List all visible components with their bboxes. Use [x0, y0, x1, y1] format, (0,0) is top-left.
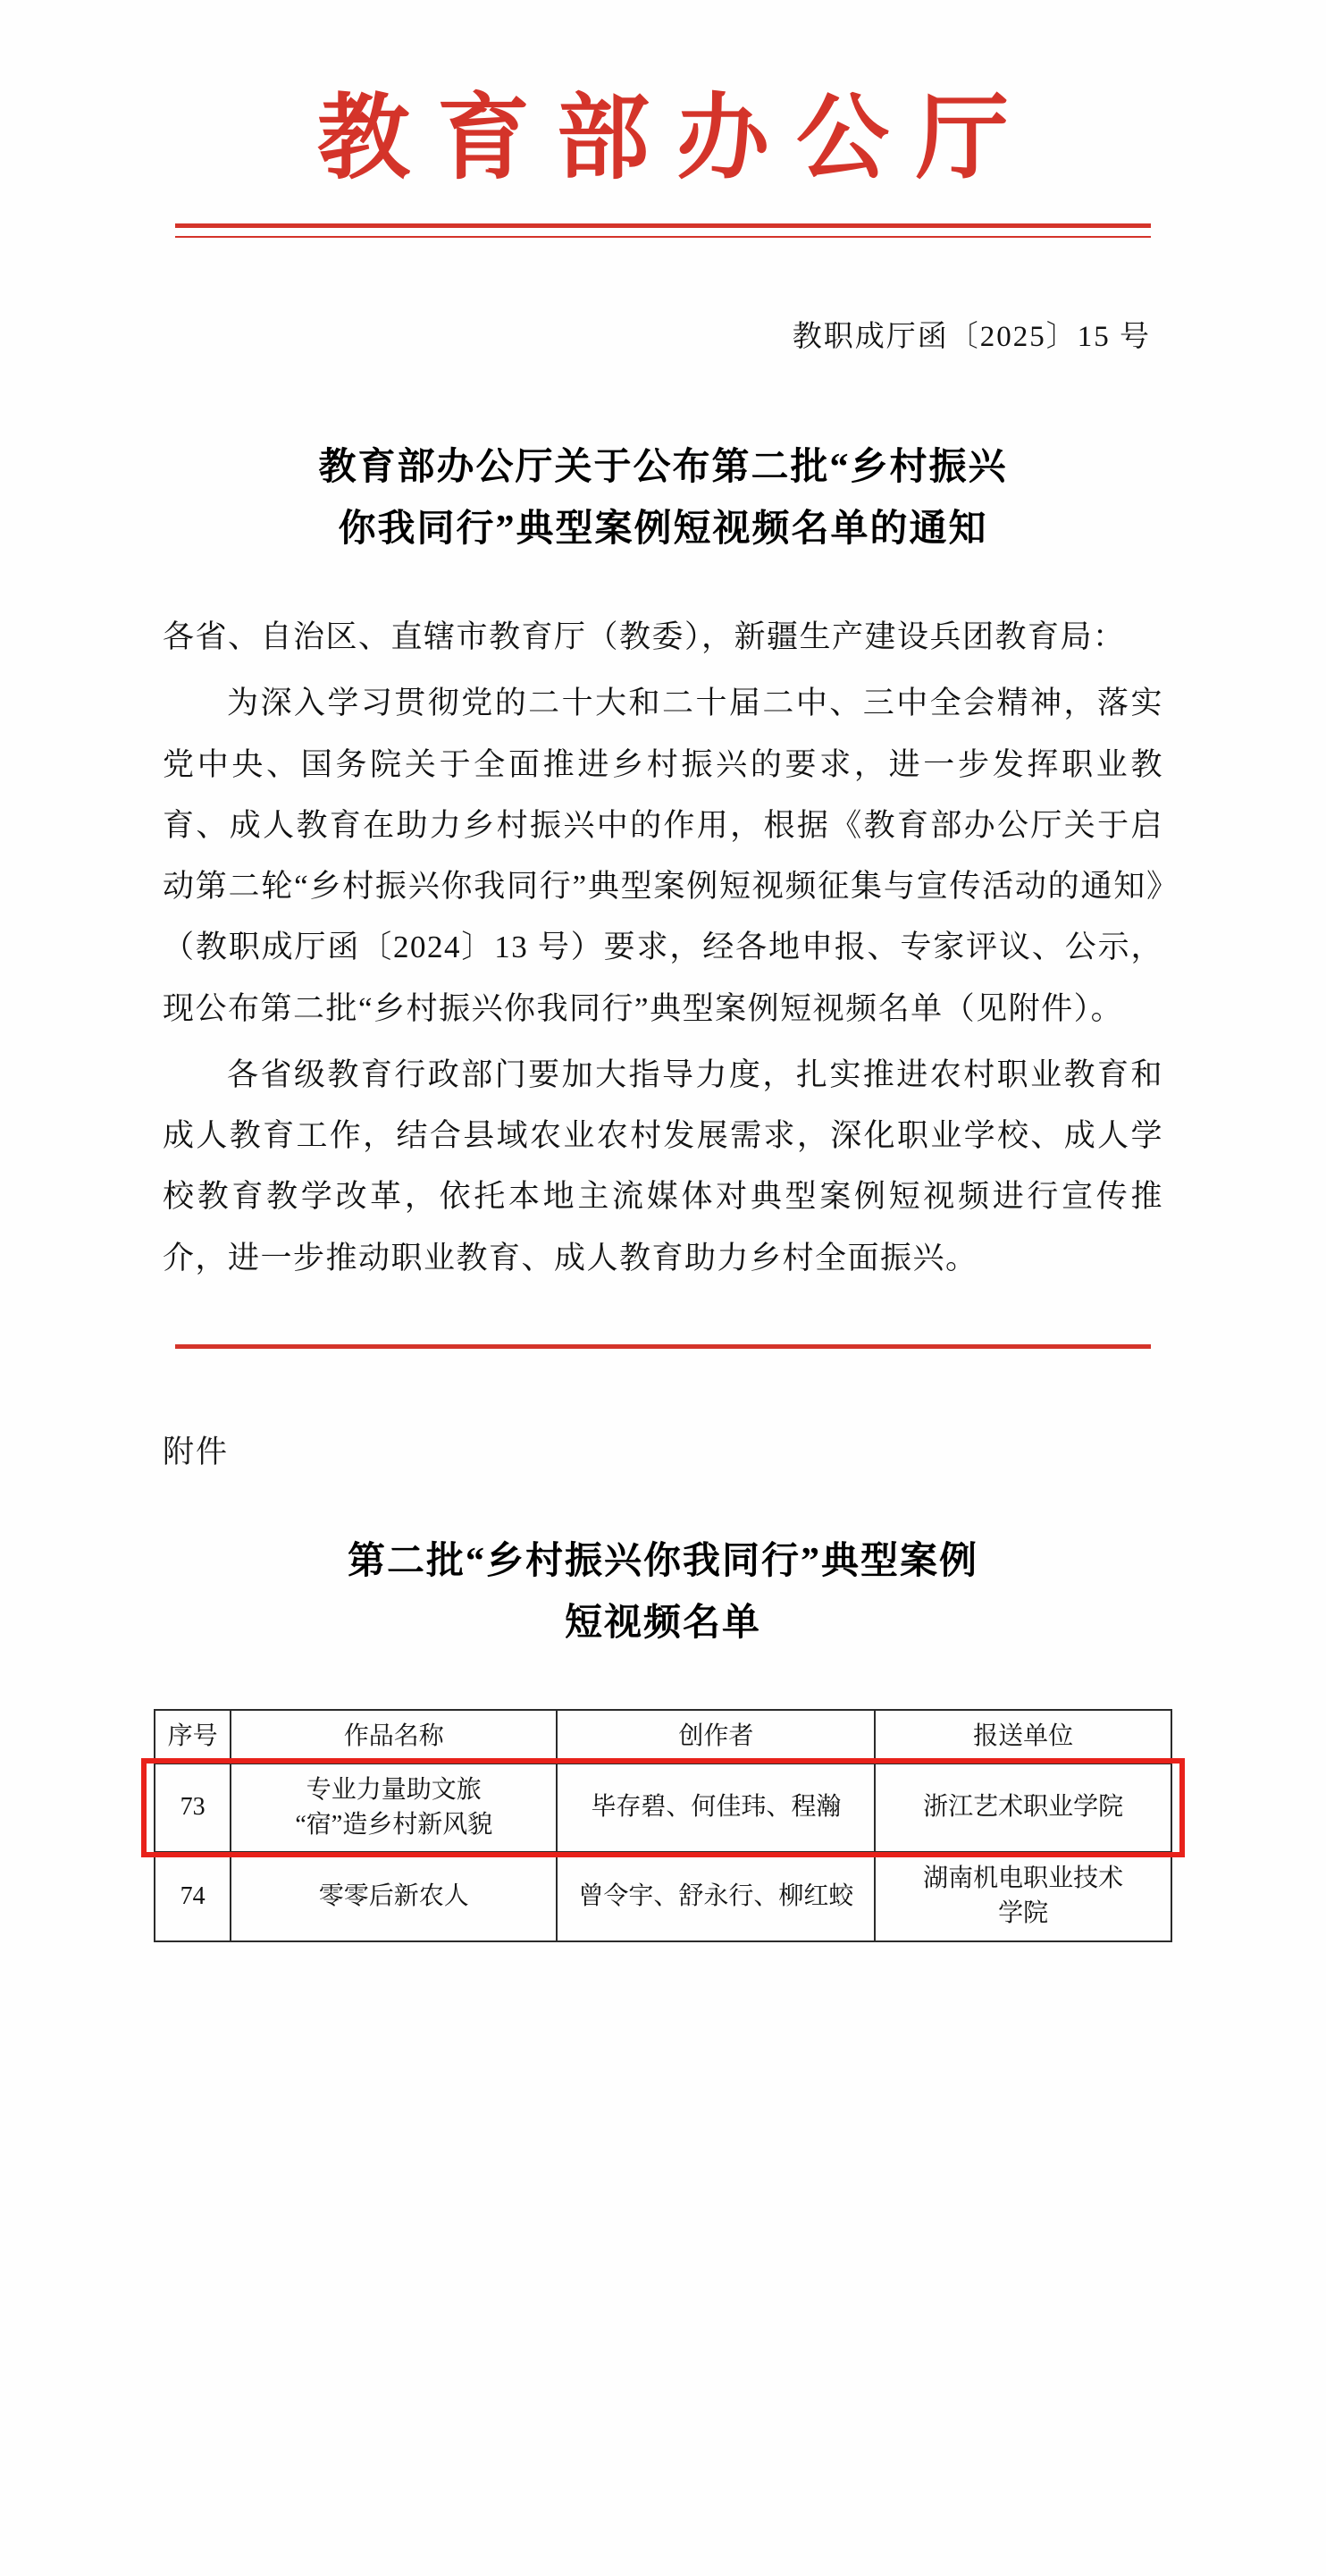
table-header-work: 作品名称	[231, 1710, 557, 1764]
document-title	[172, 437, 1154, 561]
table-cell-work-line-2: “宿”造乡村新风貌	[295, 1810, 493, 1839]
body-bottom-rule	[175, 1344, 1151, 1349]
masthead-rules	[0, 223, 1326, 238]
attachment-table	[154, 1709, 1172, 1942]
table-cell-creator: 毕存碧、何佳玮、程瀚	[557, 1764, 875, 1852]
document-number: 教职成厅函〔2025〕15 号	[792, 320, 1151, 353]
table-cell-unit	[875, 1764, 1171, 1852]
table-cell-work: 零零后新农人	[231, 1852, 557, 1940]
table-cell-no: 74	[155, 1852, 231, 1940]
body-paragraph-2: 各省级教育行政部门要加大指导力度，扎实推进农村职业教育和成人教育工作，结合县域农业农村发展需求，深化职业学校、成人学校教育教学改革，依托本地主流媒体对典型案例短视频进行宣传推介，进一步推动职业教育、成人教育助力乡村全面振兴。	[163, 1056, 1163, 1275]
table-header-unit: 报送单位	[875, 1710, 1171, 1764]
salutation: 各省、自治区、直辖市教育厅（教委），新疆生产建设兵团教育局：	[163, 619, 1126, 655]
table-row	[155, 1852, 1171, 1940]
table-row	[155, 1764, 1171, 1852]
document-body	[163, 607, 1163, 1289]
masthead-rule-thick	[175, 223, 1151, 228]
table-header	[155, 1710, 1171, 1764]
table-header-creator: 创作者	[557, 1710, 875, 1764]
table-header-no: 序号	[155, 1710, 231, 1764]
document-title-line-1: 教育部办公厅关于公布第二批“乡村振兴	[318, 446, 1008, 488]
table-cell-work-line-1: 专业力量助文旅	[306, 1776, 482, 1805]
table-cell-unit-line-1: 湖南机电职业技术	[923, 1865, 1124, 1893]
attachment-title-line-2: 短视频名单	[564, 1603, 761, 1645]
body-paragraph-1: 为深入学习贯彻党的二十大和二十届二中、三中全会精神，落实党中央、国务院关于全面推进乡村振兴的要求，进一步发挥职业教育、成人教育在助力乡村振兴中的作用，根据《教育部办公厅关于启动第二轮“乡村振兴你我同行”典型案例短视频征集与宣传活动的通知》（教职成厅函〔2024〕13 号）要求，经各地申报、专家评议、公示，现公布第二批“乡村振兴你我同行”典型案例短视频名单（见附件）。	[163, 686, 1163, 1026]
table-header-row	[155, 1710, 1171, 1764]
table-cell-unit-line-2: 学院	[998, 1899, 1049, 1928]
masthead-organization-title: 教育部办公厅	[316, 88, 1036, 190]
attachment-title	[172, 1531, 1154, 1655]
masthead	[0, 0, 1326, 238]
attachment-label: 附件	[163, 1434, 230, 1469]
table-cell-no: 73	[155, 1764, 231, 1852]
table-cell-unit	[875, 1852, 1171, 1940]
attachment-title-line-1: 第二批“乡村振兴你我同行”典型案例	[347, 1540, 978, 1582]
table-cell-work	[231, 1764, 557, 1852]
table-body	[155, 1764, 1171, 1941]
attachment-table-wrapper	[154, 1709, 1172, 1942]
table-cell-unit-line-1: 浙江艺术职业学院	[923, 1793, 1124, 1822]
table-cell-creator: 曾令宇、舒永行、柳红蛟	[557, 1852, 875, 1940]
document-title-line-2: 你我同行”典型案例短视频名单的通知	[338, 508, 988, 550]
